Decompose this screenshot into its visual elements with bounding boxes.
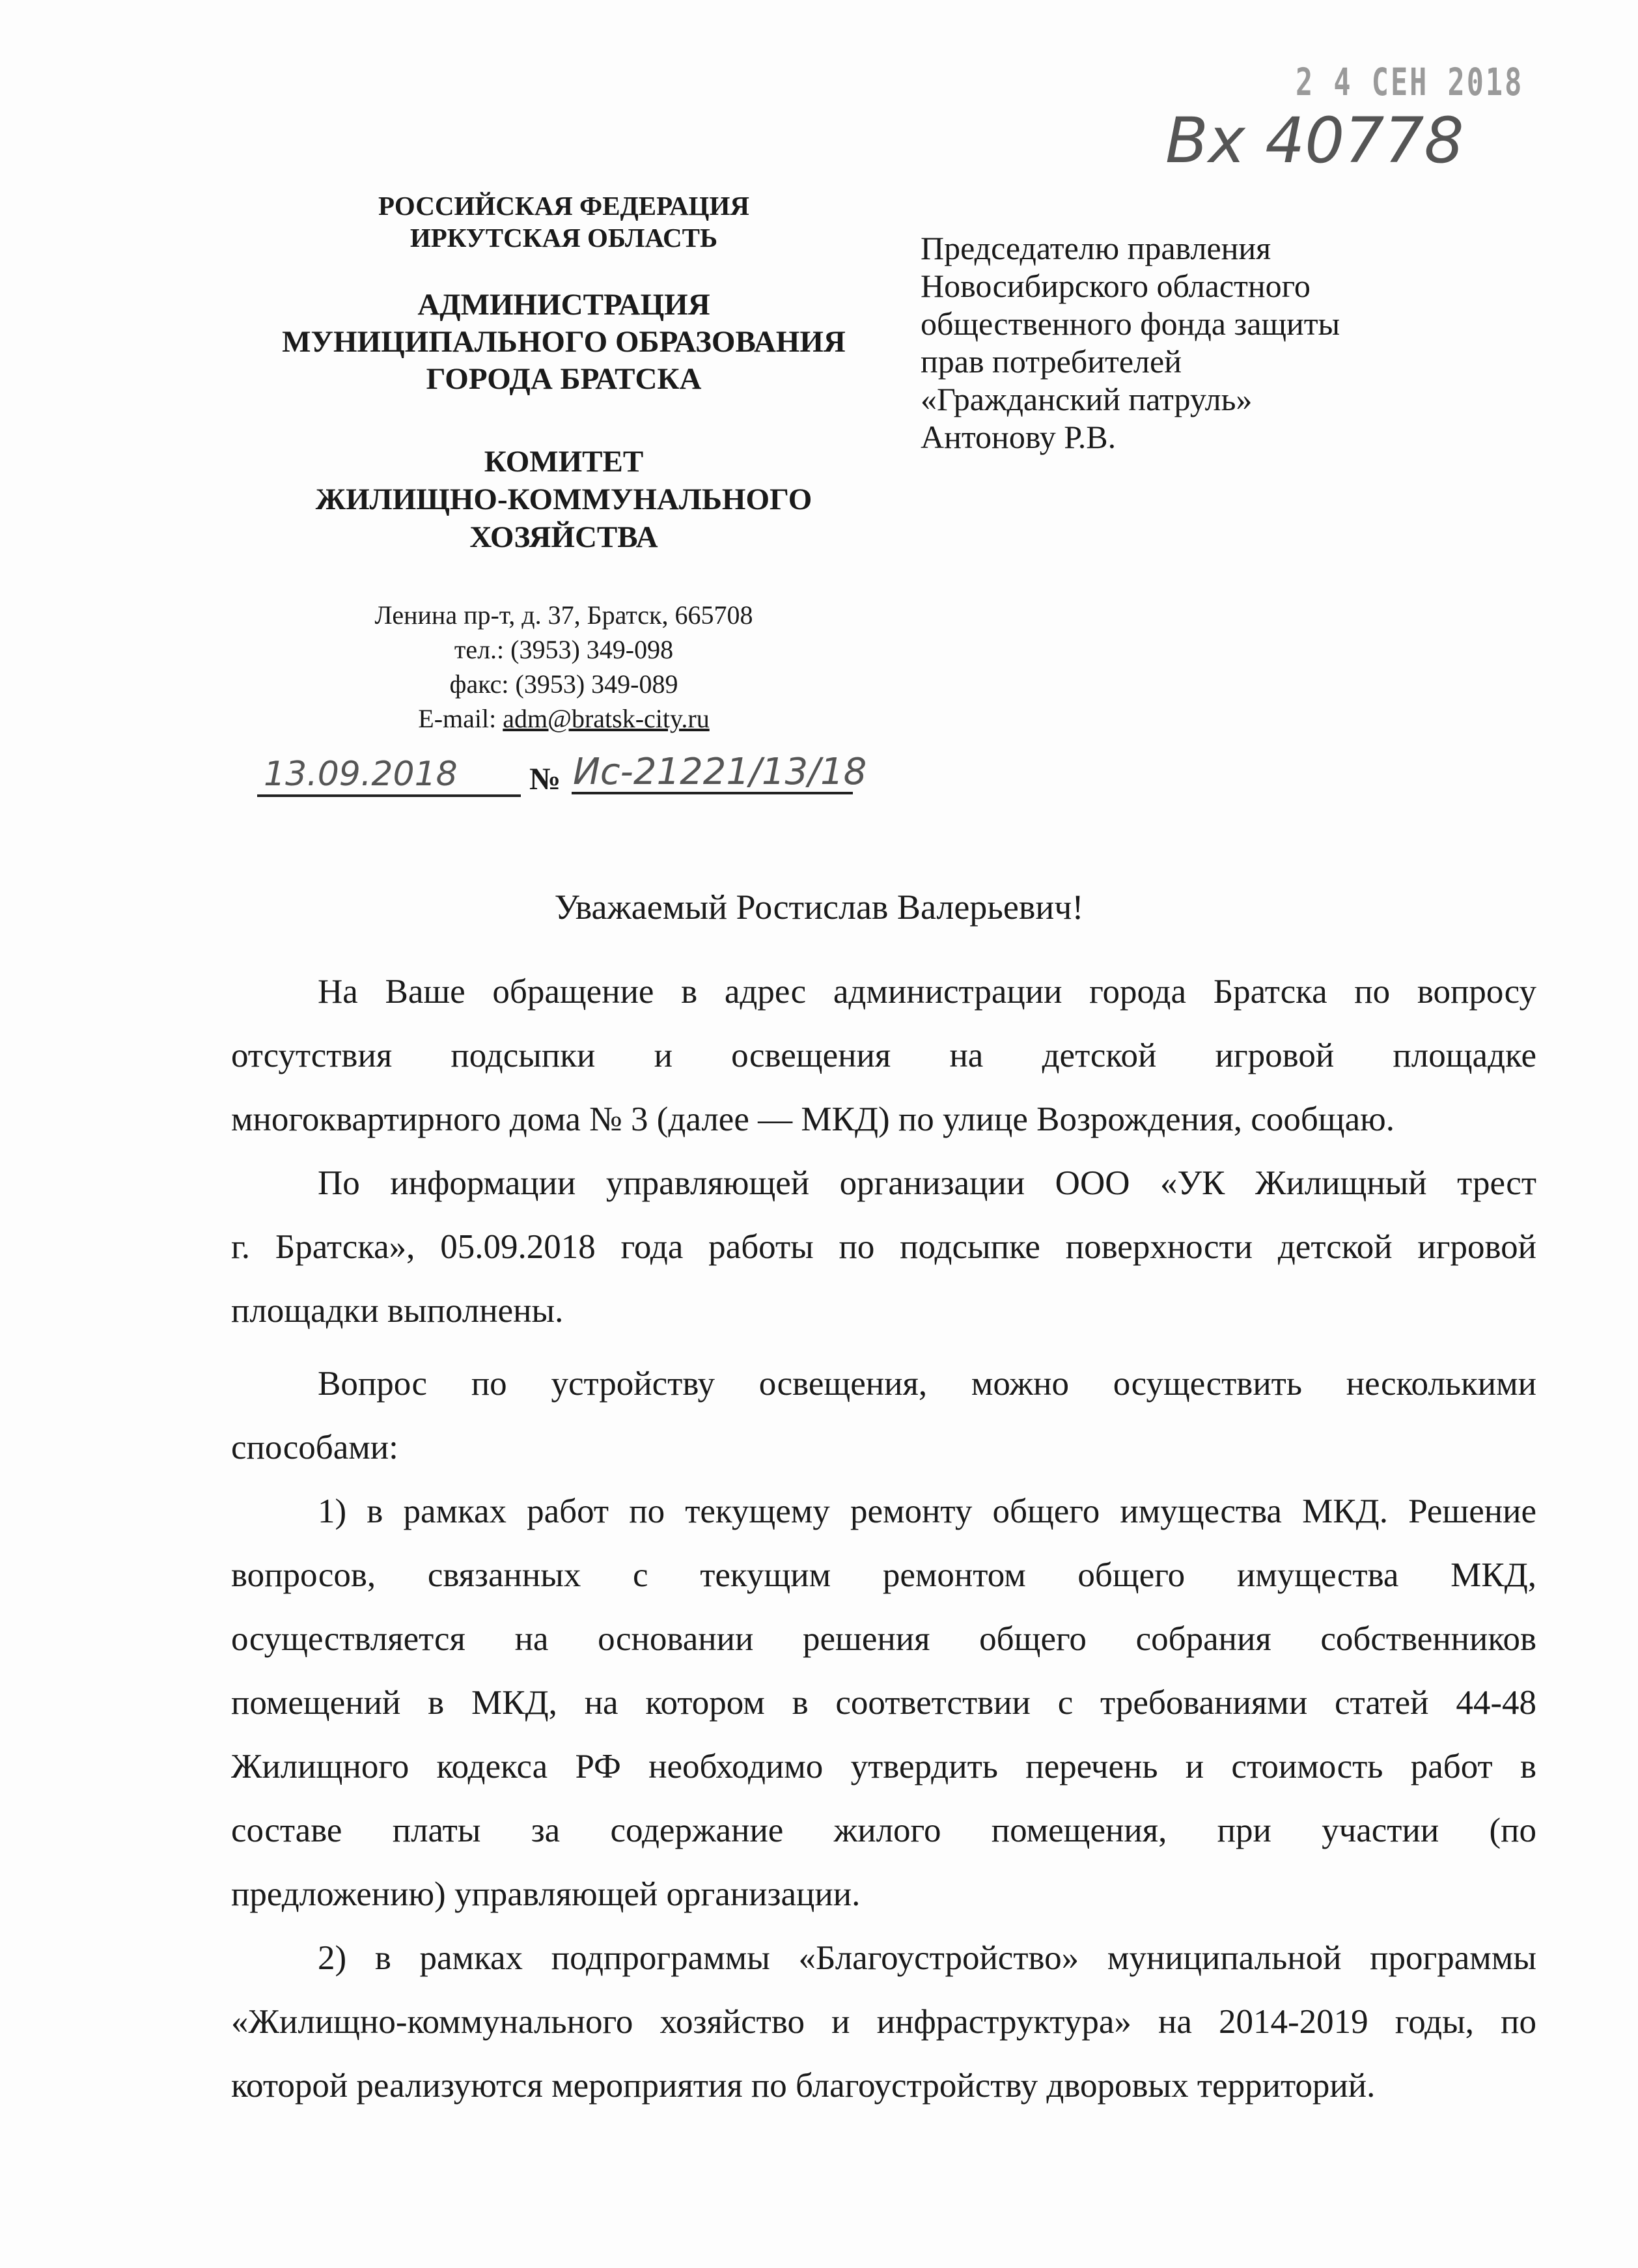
text-line: осуществляется на основании решения общего собрания собственников: [231, 1620, 1536, 1658]
text-line: Вопрос по устройству освещения, можно осуществить несколькими: [318, 1365, 1536, 1403]
paragraph-4: [231, 1479, 1536, 1926]
country: РОССИЙСКАЯ ФЕДЕРАЦИЯ: [378, 191, 749, 221]
paragraph-1: [231, 960, 1536, 1151]
text-line: На Ваше обращение в адрес администрации города Братска по вопросу: [318, 973, 1536, 1011]
text-line: вопросов, связанных с текущим ремонтом общего имущества МКД,: [231, 1556, 1536, 1594]
text-line: которой реализуются мероприятия по благоустройству дворовых территорий.: [231, 2067, 1376, 2105]
recipient-line: Новосибирского областного: [921, 268, 1311, 304]
admin-line: АДМИНИСТРАЦИЯ: [417, 288, 710, 322]
committee-line: КОМИТЕТ: [484, 445, 644, 479]
text-line: 2) в рамках подпрограммы «Благоустройство» муниципальной программы: [318, 1939, 1536, 1977]
text-line: По информации управляющей организации ООО «УК Жилищный трест: [318, 1164, 1536, 1202]
text-line: составе платы за содержание жилого помещения, при участии (по: [231, 1812, 1536, 1849]
recipient-line: Председателю правления: [921, 230, 1271, 266]
text-line: «Жилищно-коммунального хозяйство и инфраструктура» на 2014-2019 годы, по: [231, 2003, 1536, 2041]
text-line: г. Братска», 05.09.2018 года работы по подсыпке поверхности детской игровой: [231, 1228, 1536, 1266]
text-line: отсутствия подсыпки и освещения на детской игровой площадке: [231, 1037, 1536, 1074]
committee-line: ХОЗЯЙСТВА: [469, 520, 658, 554]
email-line: [251, 701, 876, 736]
address: Ленина пр-т, д. 37, Братск, 665708: [374, 600, 753, 630]
paragraph-3: [231, 1352, 1536, 1479]
received-date-stamp: 2 4 СЕН 2018: [1296, 60, 1524, 104]
text-line: предложению) управляющей организации.: [231, 1875, 861, 1913]
recipient-line: прав потребителей: [921, 343, 1182, 380]
recipient-line: Антонову Р.В.: [921, 419, 1117, 455]
committee-line: ЖИЛИЩНО-КОММУНАЛЬНОГО: [315, 483, 812, 516]
paragraph-2: [231, 1151, 1536, 1343]
incoming-number-handwritten: Вх 40778: [1165, 104, 1464, 177]
recipient-line: общественного фонда защиты: [921, 305, 1340, 342]
email-label: E-mail:: [418, 704, 503, 733]
sender-committee: [251, 443, 876, 556]
registration-line: [257, 751, 908, 798]
recipient-block: [921, 229, 1340, 456]
paragraph-5: [231, 1926, 1536, 2118]
sender-contacts: [251, 598, 876, 736]
number-sign: №: [529, 762, 561, 796]
admin-line: ГОРОДА БРАТСКА: [426, 362, 702, 396]
text-line: площадки выполнены.: [231, 1292, 564, 1330]
text-line: Жилищного кодекса РФ необходимо утвердить перечень и стоимость работ в: [231, 1748, 1536, 1785]
date-underline: [257, 794, 521, 797]
number-underline: [572, 792, 853, 794]
text-line: способами:: [231, 1429, 398, 1466]
registration-number: Ис-21221/13/18: [573, 751, 867, 793]
fax: факс: (3953) 349-089: [449, 669, 678, 699]
email-link[interactable]: adm@bratsk-city.ru: [503, 704, 710, 733]
sender-administration: [251, 287, 876, 398]
text-line: 1) в рамках работ по текущему ремонту общего имущества МКД. Решение: [318, 1492, 1536, 1530]
registration-date: 13.09.2018: [264, 755, 458, 794]
text-line: многоквартирного дома № 3 (далее — МКД) по улице Возрождения, сообщаю.: [231, 1100, 1395, 1138]
salutation: Уважаемый Ростислав Валерьевич!: [554, 888, 1084, 927]
phone: тел.: (3953) 349-098: [454, 635, 674, 664]
recipient-line: «Гражданский патруль»: [921, 381, 1253, 417]
letter-body: [231, 960, 1536, 2118]
region: ИРКУТСКАЯ ОБЛАСТЬ: [410, 223, 718, 253]
sender-country-region: [251, 190, 876, 254]
text-line: помещений в МКД, на котором в соответствии с требованиями статей 44-48: [231, 1684, 1536, 1722]
admin-line: МУНИЦИПАЛЬНОГО ОБРАЗОВАНИЯ: [282, 325, 846, 359]
